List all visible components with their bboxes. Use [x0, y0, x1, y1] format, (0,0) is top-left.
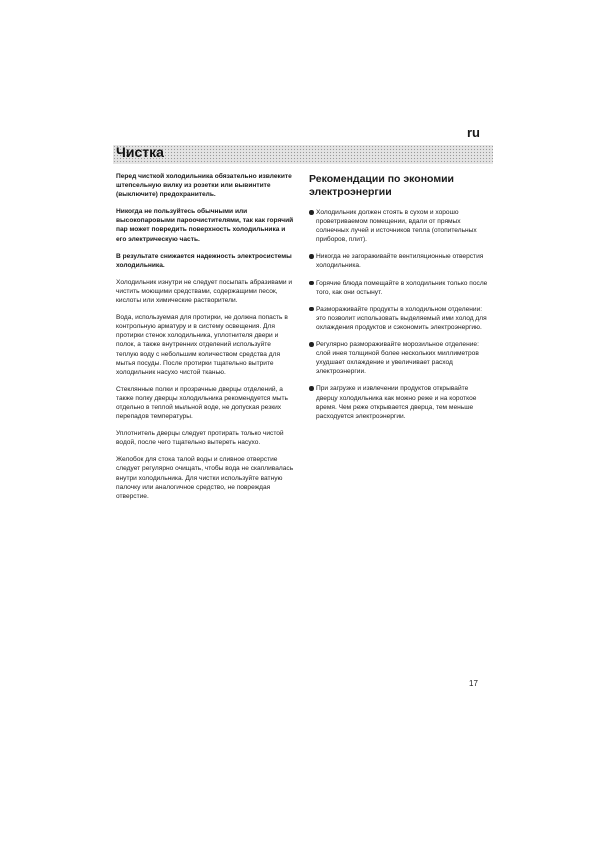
- language-code: ru: [467, 125, 480, 140]
- energy-tip-4: Размораживайте продукты в холодильном отделении: это позволит использовать выделяемый ими холод для охлаждения продуктов и сэкономить электроэнергию.: [309, 305, 489, 332]
- body-paragraph-3: Стеклянные полки и прозрачные дверцы отделений, а также полку дверцы холодильника рекомендуется мыть отдельно в теплой мыльной воде, не допуская резких перепадов температуры.: [116, 385, 288, 421]
- warning-paragraph-1: Перед чисткой холодильника обязательно извлеките штепсельную вилку из розетки или вывинтите (выключите) предохранитель.: [116, 173, 292, 199]
- body-paragraph-2: Вода, используемая для протирки, не должна попасть в контрольную арматуру и в систему освещения. Для протирки стенок холодильника, уплотнителя двери и полок, а также внутренних отделений используйте теплую воду с небольшим количеством средства для мытья посуды. После протирки тщательно вытрите холодильник насухо чистой тканью.: [116, 314, 288, 376]
- right-column: [309, 173, 489, 429]
- energy-tip-1: Холодильник должен стоять в сухом и хорошо проветриваемом помещении, вдали от прямых солнечных лучей и источников тепла (отопительных приборов, плит).: [309, 208, 489, 244]
- page-number: 17: [469, 679, 478, 688]
- energy-tip-3: Горячие блюда помещайте в холодильник только после того, как они остынут.: [309, 279, 489, 297]
- body-paragraph-4: Уплотнитель дверцы следует протирать только чистой водой, после чего тщательно вытереть насухо.: [116, 430, 284, 447]
- warning-paragraph-2: Никогда не пользуйтесь обычными или высокопаровыми пароочистителями, так как горячий пар может повредить поверхность холодильника и его электрическую часть.: [116, 208, 294, 243]
- warning-paragraph-3: В результате снижается надежность электросистемы холодильника.: [116, 252, 292, 269]
- section-header-band: [113, 145, 493, 164]
- section-title: Чистка: [116, 144, 164, 160]
- energy-tips-title: Рекомендации по экономии электроэнергии: [309, 173, 455, 198]
- energy-tip-6: При загрузке и извлечении продуктов открывайте дверцу холодильника как можно реже и на короткое время. Чем реже открывается дверца, тем меньше расходуется электроэнергии.: [309, 384, 489, 420]
- body-paragraph-1: Холодильник изнутри не следует посыпать абразивами и чистить моющими средствами, содержащими песок, кислоты или химические растворители.: [116, 278, 293, 305]
- energy-tip-2: Никогда не загораживайте вентиляционные отверстия холодильника.: [309, 252, 489, 270]
- left-column: [116, 172, 294, 509]
- body-paragraph-5: Желобок для стока талой воды и сливное отверстие следует регулярно очищать, чтобы вода не скапливалась внутри холодильника. Для чистки используйте ватную палочку или аналогичное средство, не повреждая отверстие.: [116, 456, 294, 500]
- energy-tip-5: Регулярно размораживайте морозильное отделение: слой инея толщиной более нескольких миллиметров ухудшает охлаждение и увеличивает расход электроэнергии.: [309, 340, 489, 376]
